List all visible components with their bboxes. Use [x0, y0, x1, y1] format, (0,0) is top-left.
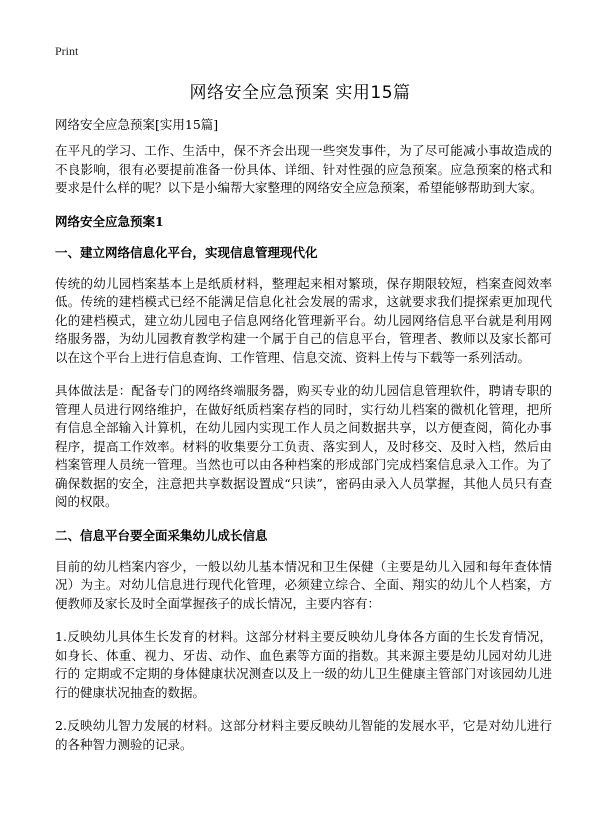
document-title: 网络安全应急预案 实用15篇 — [189, 83, 411, 103]
heading-one: 一、建立网络信息化平台，实现信息管理现代化 — [55, 244, 318, 260]
document-body — [55, 116, 552, 769]
heading-two: 二、信息平台要全面采集幼儿成长信息 — [55, 527, 268, 543]
paragraph-3: 目前的幼儿档案内容少，一般以幼儿基本情况和卫生保健（主要是幼儿入园和每年查体情况）为主。对幼儿信息进行现代化管理，必须建立综合、全面、翔实的幼儿个人档案，方便教师及家长及时全面掌握孩子的成长情况，主要内容有： — [55, 558, 552, 611]
paragraph-2: 具体做法是：配备专门的网络终端服务器，购买专业的幼儿园信息管理软件，聘请专职的管理人员进行网络维护，在做好纸质档案存档的同时，实行幼儿档案的微机化管理，把所有信息全部输入计算机，在幼儿园内实现工作人员之间数据共享，以方便查阅，简化办事程序，提高工作效率。材料的收集要分工负责、落实到人，及时移交、及时入档，然后由档案管理人员统一管理。当然也可以由各种档案的形成部门完成档案信息录入工作。为了确保数据的安全，注意把共享数据设置成“只读”，密码由录入人员掌握，其他人员只有查阅的权限。 — [55, 383, 552, 509]
paragraph-5: 2.反映幼儿智力发展的材料。这部分材料主要反映幼儿智能的发展水平，它是对幼儿进行的各种智力测验的记录。 — [55, 718, 552, 752]
print-link[interactable]: Print — [55, 44, 79, 58]
document-subtitle: 网络安全应急预案[实用15篇] — [55, 117, 219, 132]
section-title: 网络安全应急预案1 — [55, 213, 164, 229]
paragraph-1: 传统的幼儿园档案基本上是纸质材料，整理起来相对繁琐，保存期限较短，档案查阅效率低。传统的建档模式已经不能满足信息化社会发展的需求，这就要求我们提探索更加现代化的建档模式，建立幼儿园电子信息网络化管理新平台。幼儿园网络信息平台就是利用网络服务器，为幼儿园教育教学构建一个属于自己的信息平台，管理者、教师以及家长都可以在这个平台上进行信息查询、工作管理、信息交流、资料上传与下载等一系列活动。 — [55, 275, 552, 365]
intro-paragraph: 在平凡的学习、工作、生活中，保不齐会出现一些突发事件，为了尽可能减小事故造成的不良影响，很有必要提前准备一份具体、详细、针对性强的应急预案。应急预案的格式和要求是什么样的呢？以下是小编帮大家整理的网络安全应急预案，希望能够帮助到大家。 — [55, 143, 552, 195]
paragraph-4: 1.反映幼儿具体生长发育的材料。这部分材料主要反映幼儿身体各方面的生长发育情况，如身长、体重、视力、牙齿、动作、血色素等方面的指数。其来源主要是幼儿园对幼儿进行的 定期或不定期的身体健康状况测查以及上一级的幼儿卫生健康主管部门对该园幼儿进行的健康状况抽查的数据。 — [55, 629, 552, 700]
